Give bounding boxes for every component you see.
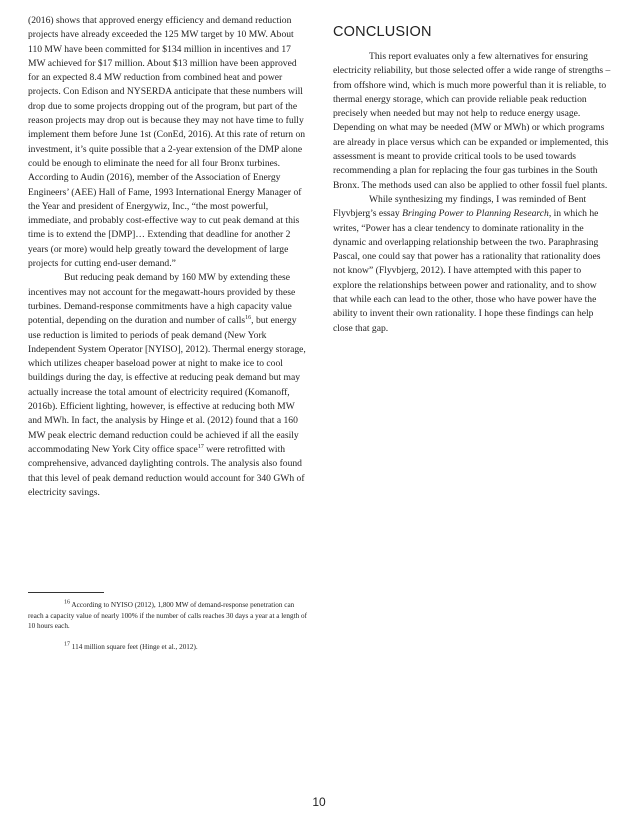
- left-paragraph-1-text: (2016) shows that approved energy efficiency and demand reduction projects have already exceeded the 125 MW target by 10 MW. About 110 MW have been committed for $134 million in incentives and 17 MW achieved for $17 million. About $13 million have been approved for an expected 8.4 MW reduction from combined heat and power projects. Con Edison and NYSERDA anticipate that these numbers will drop due to some projects dropping out of the program, but part of the reason projects may drop out is because they may not have time to fully implement them before June 1st (ConEd, 2016). At this rate of return on investment, it’s quite possible that a 2-year extension of the DMP alone could be enough to eliminate the need for all four Bronx turbines. According to Audin (2016), member of the Association of Energy Engineers’ (AEE) Hall of Fame, 1993 International Energy Manager of the Year and president of Energywiz, Inc., “the most powerful, immediate, and probably cost-effective way to cut peak demand at this time is to extend the [DMP]… Extending that deadline for another 2 years (or more) would help greatly toward the development of large projects for cutting end-user demand.”: [28, 15, 306, 270]
- right-paragraph-2: [333, 193, 611, 336]
- essay-title: Bringing Power to Planning Research: [402, 208, 549, 220]
- left-paragraph-2-text-b: , but energy use reduction is limited to periods of peak demand (New York Independent System Operator [NYISO], 2012). Thermal energy storage, which utilizes cheaper baseload power at night to make ice to cool buildings during the day, is effective at reducing peak demand but may actually increase the total amount of electricity required (Komanoff, 2016b). Efficient lighting, however, is effective at reducing both MW and MWh. In fact, the analysis by Hinge et al. (2012) found that a 160 MW peak electric demand reduction could be achieved if all the easily accommodating New York City office space: [28, 315, 306, 455]
- footnote-text: According to NYISO (2012), 1,800 MW of demand-response penetration can reach a capacity value of nearly 100% if the number of calls reaches 30 days a year at a length of 10 hours each.: [28, 601, 307, 630]
- left-paragraph-1: [28, 14, 306, 271]
- right-paragraph-2-text-a: While synthesizing my findings, I was reminded of Bent Flyvbjerg’s essay: [333, 193, 587, 220]
- left-paragraph-2: [28, 271, 306, 500]
- footnote-17: [28, 642, 308, 653]
- footnote-divider: [28, 592, 104, 593]
- footnote-ref-16: 16: [245, 315, 252, 322]
- left-paragraph-2-text-c: were retrofitted with comprehensive, advanced daylighting controls. The analysis also found that this level of peak demand reduction would account for 340 GWh of electricity savings.: [28, 443, 305, 498]
- page-number: 10: [312, 795, 326, 809]
- right-column: [333, 14, 611, 336]
- left-paragraph-2-text-a: But reducing peak demand by 160 MW by extending these incentives may not account for the megawatt-hours provided by these turbines. Demand-response commitments have a high capacity value potential, depending on the duration and number of calls: [28, 272, 296, 327]
- section-heading: CONCLUSION: [333, 24, 432, 40]
- right-paragraph-1: This report evaluates only a few alternatives for ensuring electricity reliability, but those selected offer a wide range of strengths – from offshore wind, which is much more powerful than it is reliable, to thermal energy storage, which can provide reliable peak reduction precisely when needed but may not help to reduce energy usage. Depending on what may be needed (MW or MWh) or which programs are already in place versus which can be expanded or implemented, this assessment is meant to provide critical tools to be used towards recommending a plan for replacing the four gas turbines in the South Bronx. The methods used can also be applied to other fossil fuel plants.: [333, 51, 611, 191]
- footnote-16: [28, 600, 308, 632]
- left-column: [28, 14, 306, 500]
- footnote-number: 17: [64, 641, 70, 648]
- footnote-ref-17: 17: [197, 443, 204, 450]
- footnote-number: 16: [64, 599, 70, 606]
- footnote-text: 114 million square feet (Hinge et al., 2012).: [71, 642, 198, 651]
- right-paragraph-2-text-b: , in which he writes, “Power has a clear tendency to dominate rationality in the dynamic and overlapping relationship between the two. Paraphrasing Pascal, one could say that power has a rationality that rationality does not know” (Flyvbjerg, 2012). I have attempted with this paper to explore the relationships between power and rationality, and to show that while each can lead to the other, those who have power have the ability to invent their own rationality. I hope these findings can help close that gap.: [333, 208, 601, 334]
- footnotes: [28, 600, 308, 662]
